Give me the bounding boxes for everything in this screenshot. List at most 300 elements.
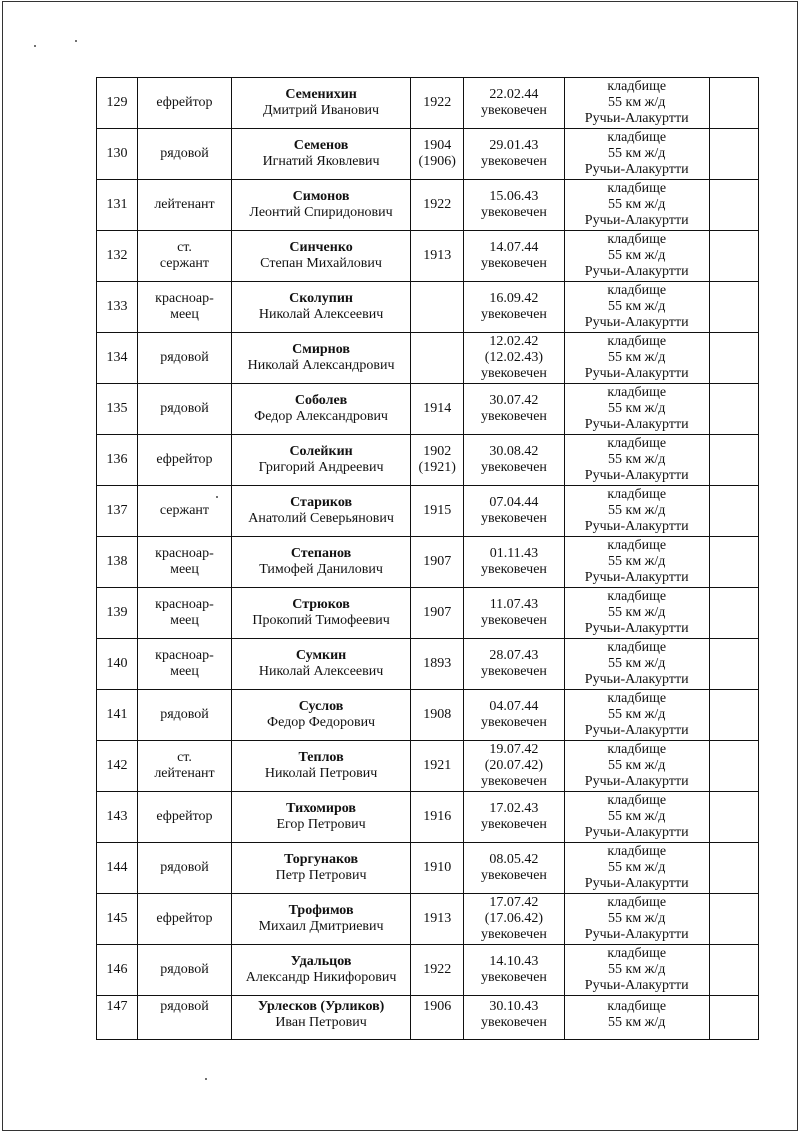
death-date-line: 28.07.43 — [489, 648, 539, 663]
burial-place-line: кладбище — [607, 895, 667, 910]
death-date-cell — [464, 231, 564, 282]
death-date-line: увековечен — [480, 970, 547, 985]
burial-place-line: кладбище — [607, 793, 667, 808]
rank-cell — [137, 333, 231, 384]
birth-year-line: 1915 — [423, 503, 452, 518]
burial-place-line: кладбище — [607, 742, 667, 757]
name-cell — [232, 996, 411, 1040]
rank-line: ст. — [177, 240, 192, 255]
rank-cell — [137, 843, 231, 894]
surname: Солейкин — [289, 444, 353, 459]
birth-year-line: 1907 — [423, 554, 452, 569]
birth-year-line: 1893 — [423, 656, 452, 671]
burial-place-line: Ручьи-Алакуртти — [584, 264, 689, 279]
scan-speck — [205, 1078, 207, 1080]
name-cell — [232, 333, 411, 384]
birth-year-cell — [411, 843, 464, 894]
given-name: Игнатий Яковлевич — [262, 154, 380, 169]
birth-year-line: 1904 — [423, 138, 452, 153]
rank-line: сержант — [159, 503, 210, 518]
given-name: Прокопий Тимофеевич — [252, 613, 390, 628]
given-name: Леонтий Спиридонович — [249, 205, 393, 220]
birth-year-cell — [411, 231, 464, 282]
table-row — [97, 741, 759, 792]
given-name: Николай Петрович — [264, 766, 378, 781]
burial-place-line: 55 км ж/д — [608, 809, 666, 824]
name-cell — [232, 384, 411, 435]
rank-cell — [137, 384, 231, 435]
burial-place-line: кладбище — [607, 385, 667, 400]
rank-cell — [137, 435, 231, 486]
burial-place-line: Ручьи-Алакуртти — [584, 468, 689, 483]
burial-place-cell — [564, 945, 709, 996]
burial-place-line: Ручьи-Алакуртти — [584, 162, 689, 177]
rank-line: меец — [170, 613, 199, 628]
burial-place-line: 55 км ж/д — [608, 503, 666, 518]
record-number: 139 — [106, 605, 128, 620]
burial-place-line: Ручьи-Алакуртти — [584, 978, 689, 993]
burial-place-cell — [564, 639, 709, 690]
surname: Трофимов — [288, 903, 354, 918]
death-date-line: увековечен — [480, 817, 547, 832]
surname: Тихомиров — [286, 801, 356, 816]
birth-year-line: 1910 — [423, 860, 452, 875]
table-row — [97, 792, 759, 843]
burial-list-table — [96, 77, 759, 1040]
death-date-line: 01.11.43 — [489, 546, 539, 561]
table-row — [97, 843, 759, 894]
death-date-cell — [464, 741, 564, 792]
death-date-line: 22.02.44 — [489, 87, 539, 102]
birth-year-line: 1922 — [423, 197, 452, 212]
record-number-cell — [97, 129, 138, 180]
burial-place-line: кладбище — [607, 844, 667, 859]
record-number-cell — [97, 180, 138, 231]
death-date-cell — [464, 435, 564, 486]
burial-place-line: Ручьи-Алакуртти — [584, 570, 689, 585]
surname: Синченко — [289, 240, 353, 255]
given-name: Николай Александрович — [247, 358, 395, 373]
record-number-cell — [97, 231, 138, 282]
given-name: Иван Петрович — [275, 1015, 367, 1030]
rank-cell — [137, 282, 231, 333]
birth-year-line: 1913 — [423, 248, 452, 263]
record-number-cell — [97, 792, 138, 843]
name-cell — [232, 486, 411, 537]
rank-line: меец — [170, 307, 199, 322]
death-date-line: увековечен — [480, 307, 547, 322]
given-name: Степан Михайлович — [260, 256, 382, 271]
record-number: 131 — [106, 197, 128, 212]
birth-year-cell — [411, 180, 464, 231]
table-row — [97, 537, 759, 588]
burial-place-cell — [564, 231, 709, 282]
record-number-cell — [97, 333, 138, 384]
burial-place-cell — [564, 690, 709, 741]
rank-line: меец — [170, 664, 199, 679]
burial-place-line: кладбище — [607, 640, 667, 655]
birth-year-line: 1907 — [423, 605, 452, 620]
birth-year-cell — [411, 996, 464, 1040]
burial-place-line: кладбище — [607, 538, 667, 553]
death-date-cell — [464, 78, 564, 129]
name-cell — [232, 231, 411, 282]
death-date-line: 04.07.44 — [489, 699, 539, 714]
birth-year-cell — [411, 945, 464, 996]
burial-place-line: 55 км ж/д — [608, 95, 666, 110]
death-date-line: увековечен — [480, 927, 547, 942]
death-date-line: (12.02.43) — [484, 350, 544, 365]
record-number: 140 — [106, 656, 128, 671]
birth-year-line: 1913 — [423, 911, 452, 926]
surname: Урлесков (Урликов) — [257, 999, 385, 1014]
empty-cell — [709, 639, 758, 690]
birth-year-cell — [411, 588, 464, 639]
given-name: Александр Никифорович — [245, 970, 397, 985]
surname: Сколупин — [289, 291, 353, 306]
burial-place-line: 55 км ж/д — [608, 197, 666, 212]
burial-place-line: кладбище — [607, 181, 667, 196]
birth-year-line: 1921 — [423, 758, 452, 773]
rank-cell — [137, 129, 231, 180]
birth-year-cell — [411, 435, 464, 486]
name-cell — [232, 741, 411, 792]
name-cell — [232, 78, 411, 129]
record-number: 143 — [106, 809, 128, 824]
record-number: 146 — [106, 962, 128, 977]
birth-year-cell — [411, 690, 464, 741]
burial-place-line: кладбище — [607, 691, 667, 706]
birth-year-line: 1906 — [423, 999, 452, 1014]
rank-line: рядовой — [160, 707, 209, 722]
birth-year-line: 1922 — [423, 962, 452, 977]
surname: Стрюков — [292, 597, 350, 612]
rank-line: рядовой — [160, 999, 209, 1014]
burial-place-line: кладбище — [607, 334, 667, 349]
table-row — [97, 180, 759, 231]
death-date-line: увековечен — [480, 409, 547, 424]
table-row — [97, 945, 759, 996]
death-date-cell — [464, 894, 564, 945]
empty-cell — [709, 486, 758, 537]
name-cell — [232, 129, 411, 180]
rank-line: лейтенант — [154, 197, 215, 212]
death-date-line: увековечен — [480, 366, 547, 381]
burial-place-line: Ручьи-Алакуртти — [584, 876, 689, 891]
table-row — [97, 435, 759, 486]
burial-place-line: 55 км ж/д — [608, 860, 666, 875]
burial-place-cell — [564, 129, 709, 180]
death-date-line: 11.07.43 — [489, 597, 539, 612]
name-cell — [232, 282, 411, 333]
empty-cell — [709, 537, 758, 588]
table-row — [97, 588, 759, 639]
record-number-cell — [97, 78, 138, 129]
death-date-line: увековечен — [480, 460, 547, 475]
record-number-cell — [97, 741, 138, 792]
table-row — [97, 129, 759, 180]
table-row — [97, 690, 759, 741]
death-date-cell — [464, 486, 564, 537]
death-date-line: 19.07.42 — [489, 742, 539, 757]
record-number-cell — [97, 435, 138, 486]
name-cell — [232, 639, 411, 690]
record-number-cell — [97, 945, 138, 996]
burial-place-cell — [564, 588, 709, 639]
birth-year-line: 1902 — [423, 444, 452, 459]
burial-place-line: 55 км ж/д — [608, 758, 666, 773]
given-name: Михаил Дмитриевич — [258, 919, 384, 934]
burial-place-line: кладбище — [607, 130, 667, 145]
rank-line: красноар- — [155, 597, 214, 612]
scan-speck — [75, 40, 77, 42]
burial-place-line: Ручьи-Алакуртти — [584, 927, 689, 942]
death-date-line: увековечен — [480, 511, 547, 526]
rank-cell — [137, 945, 231, 996]
record-number-cell — [97, 588, 138, 639]
empty-cell — [709, 894, 758, 945]
surname: Удальцов — [290, 954, 352, 969]
name-cell — [232, 537, 411, 588]
birth-year-cell — [411, 537, 464, 588]
empty-cell — [709, 78, 758, 129]
burial-place-line: Ручьи-Алакуртти — [584, 315, 689, 330]
burial-place-line: Ручьи-Алакуртти — [584, 621, 689, 636]
burial-place-cell — [564, 435, 709, 486]
death-date-line: 17.07.42 — [489, 895, 539, 910]
record-number-cell — [97, 690, 138, 741]
burial-place-line: Ручьи-Алакуртти — [584, 417, 689, 432]
death-date-line: увековечен — [480, 774, 547, 789]
surname: Торгунаков — [284, 852, 359, 867]
death-date-cell — [464, 384, 564, 435]
record-number: 144 — [106, 860, 128, 875]
death-date-cell — [464, 180, 564, 231]
death-date-line: 17.02.43 — [489, 801, 539, 816]
rank-line: лейтенант — [154, 766, 215, 781]
name-cell — [232, 588, 411, 639]
burial-place-cell — [564, 333, 709, 384]
table-row — [97, 78, 759, 129]
rank-cell — [137, 537, 231, 588]
death-date-cell — [464, 639, 564, 690]
scan-speck — [34, 45, 36, 47]
table-row — [97, 384, 759, 435]
table-row — [97, 231, 759, 282]
surname: Стариков — [290, 495, 353, 510]
rank-cell — [137, 996, 231, 1040]
death-date-line: увековечен — [480, 205, 547, 220]
burial-place-line: кладбище — [607, 487, 667, 502]
empty-cell — [709, 690, 758, 741]
rank-line: сержант — [159, 256, 210, 271]
rank-line: красноар- — [155, 648, 214, 663]
empty-cell — [709, 282, 758, 333]
surname: Соболев — [294, 393, 348, 408]
death-date-cell — [464, 792, 564, 843]
record-number: 129 — [106, 95, 128, 110]
name-cell — [232, 690, 411, 741]
given-name: Федор Александрович — [254, 409, 388, 424]
birth-year-cell — [411, 894, 464, 945]
death-date-cell — [464, 996, 564, 1040]
death-date-line: увековечен — [480, 562, 547, 577]
death-date-line: увековечен — [480, 1015, 547, 1030]
record-number-cell — [97, 843, 138, 894]
rank-cell — [137, 894, 231, 945]
death-date-cell — [464, 129, 564, 180]
death-date-line: увековечен — [480, 715, 547, 730]
rank-line: рядовой — [160, 860, 209, 875]
given-name: Тимофей Данилович — [259, 562, 383, 577]
empty-cell — [709, 333, 758, 384]
rank-line: меец — [170, 562, 199, 577]
burial-place-line: 55 км ж/д — [608, 1015, 666, 1030]
rank-line: ефрейтор — [156, 452, 213, 467]
rank-cell — [137, 741, 231, 792]
burial-place-line: кладбище — [607, 589, 667, 604]
given-name: Федор Федорович — [267, 715, 376, 730]
given-name: Дмитрий Иванович — [263, 103, 380, 118]
name-cell — [232, 180, 411, 231]
burial-place-line: 55 км ж/д — [608, 299, 666, 314]
burial-place-line: 55 км ж/д — [608, 452, 666, 467]
record-number: 136 — [106, 452, 128, 467]
burial-place-cell — [564, 282, 709, 333]
death-date-line: увековечен — [480, 256, 547, 271]
given-name: Николай Алексеевич — [258, 307, 384, 322]
record-number: 132 — [106, 248, 128, 263]
burial-place-line: кладбище — [607, 79, 667, 94]
rank-line: ефрейтор — [156, 911, 213, 926]
burial-place-line: Ручьи-Алакуртти — [584, 366, 689, 381]
death-date-line: 07.04.44 — [489, 495, 539, 510]
birth-year-line: (1921) — [418, 460, 456, 475]
rank-line: ст. — [177, 750, 192, 765]
burial-place-line: 55 км ж/д — [608, 911, 666, 926]
name-cell — [232, 792, 411, 843]
birth-year-cell — [411, 639, 464, 690]
burial-place-cell — [564, 894, 709, 945]
table-row — [97, 282, 759, 333]
rank-cell — [137, 690, 231, 741]
given-name: Петр Петрович — [275, 868, 367, 883]
death-date-cell — [464, 282, 564, 333]
name-cell — [232, 894, 411, 945]
death-date-line: 15.06.43 — [489, 189, 539, 204]
name-cell — [232, 435, 411, 486]
burial-place-line: Ручьи-Алакуртти — [584, 774, 689, 789]
surname: Симонов — [292, 189, 350, 204]
burial-place-line: 55 км ж/д — [608, 146, 666, 161]
death-date-cell — [464, 843, 564, 894]
empty-cell — [709, 843, 758, 894]
rank-line: красноар- — [155, 291, 214, 306]
rank-line: ефрейтор — [156, 809, 213, 824]
rank-line: рядовой — [160, 146, 209, 161]
burial-place-line: кладбище — [607, 283, 667, 298]
burial-place-line: Ручьи-Алакуртти — [584, 672, 689, 687]
rank-line: рядовой — [160, 350, 209, 365]
burial-place-cell — [564, 486, 709, 537]
death-date-line: 08.05.42 — [489, 852, 539, 867]
rank-cell — [137, 792, 231, 843]
death-date-line: 16.09.42 — [489, 291, 539, 306]
record-number-cell — [97, 537, 138, 588]
birth-year-cell — [411, 129, 464, 180]
death-date-line: 29.01.43 — [489, 138, 539, 153]
death-date-line: увековечен — [480, 103, 547, 118]
birth-year-cell — [411, 741, 464, 792]
record-number-cell — [97, 894, 138, 945]
birth-year-cell — [411, 384, 464, 435]
name-cell — [232, 843, 411, 894]
surname: Степанов — [290, 546, 352, 561]
record-number-cell — [97, 996, 138, 1040]
burial-place-cell — [564, 384, 709, 435]
surname: Смирнов — [292, 342, 350, 357]
table-row — [97, 894, 759, 945]
death-date-line: 14.10.43 — [489, 954, 539, 969]
table-body — [97, 78, 759, 1040]
empty-cell — [709, 741, 758, 792]
surname: Сумкин — [295, 648, 347, 663]
rank-cell — [137, 78, 231, 129]
death-date-line: (17.06.42) — [484, 911, 544, 926]
burial-place-line: Ручьи-Алакуртти — [584, 519, 689, 534]
rank-cell — [137, 486, 231, 537]
burial-place-line: 55 км ж/д — [608, 605, 666, 620]
table-row — [97, 333, 759, 384]
surname: Теплов — [298, 750, 344, 765]
death-date-line: 14.07.44 — [489, 240, 539, 255]
death-date-line: увековечен — [480, 613, 547, 628]
record-number: 130 — [106, 146, 128, 161]
birth-year-line: 1914 — [423, 401, 452, 416]
burial-place-cell — [564, 996, 709, 1040]
rank-cell — [137, 180, 231, 231]
table-row — [97, 996, 759, 1040]
burial-place-line: 55 км ж/д — [608, 248, 666, 263]
table-row — [97, 486, 759, 537]
rank-cell — [137, 231, 231, 282]
burial-place-line: 55 км ж/д — [608, 554, 666, 569]
death-date-cell — [464, 945, 564, 996]
record-number: 142 — [106, 758, 128, 773]
death-date-cell — [464, 588, 564, 639]
record-number-cell — [97, 639, 138, 690]
birth-year-line: 1922 — [423, 95, 452, 110]
birth-year-line: 1908 — [423, 707, 452, 722]
death-date-line: увековечен — [480, 664, 547, 679]
birth-year-cell — [411, 282, 464, 333]
death-date-line: 30.07.42 — [489, 393, 539, 408]
burial-place-line: кладбище — [607, 999, 667, 1014]
record-number: 147 — [106, 999, 128, 1014]
empty-cell — [709, 996, 758, 1040]
burial-place-line: 55 км ж/д — [608, 707, 666, 722]
burial-place-line: кладбище — [607, 436, 667, 451]
empty-cell — [709, 384, 758, 435]
empty-cell — [709, 945, 758, 996]
surname: Семенов — [293, 138, 349, 153]
empty-cell — [709, 435, 758, 486]
burial-place-line: Ручьи-Алакуртти — [584, 213, 689, 228]
birth-year-cell — [411, 486, 464, 537]
rank-line: красноар- — [155, 546, 214, 561]
burial-place-line: Ручьи-Алакуртти — [584, 723, 689, 738]
burial-place-cell — [564, 741, 709, 792]
